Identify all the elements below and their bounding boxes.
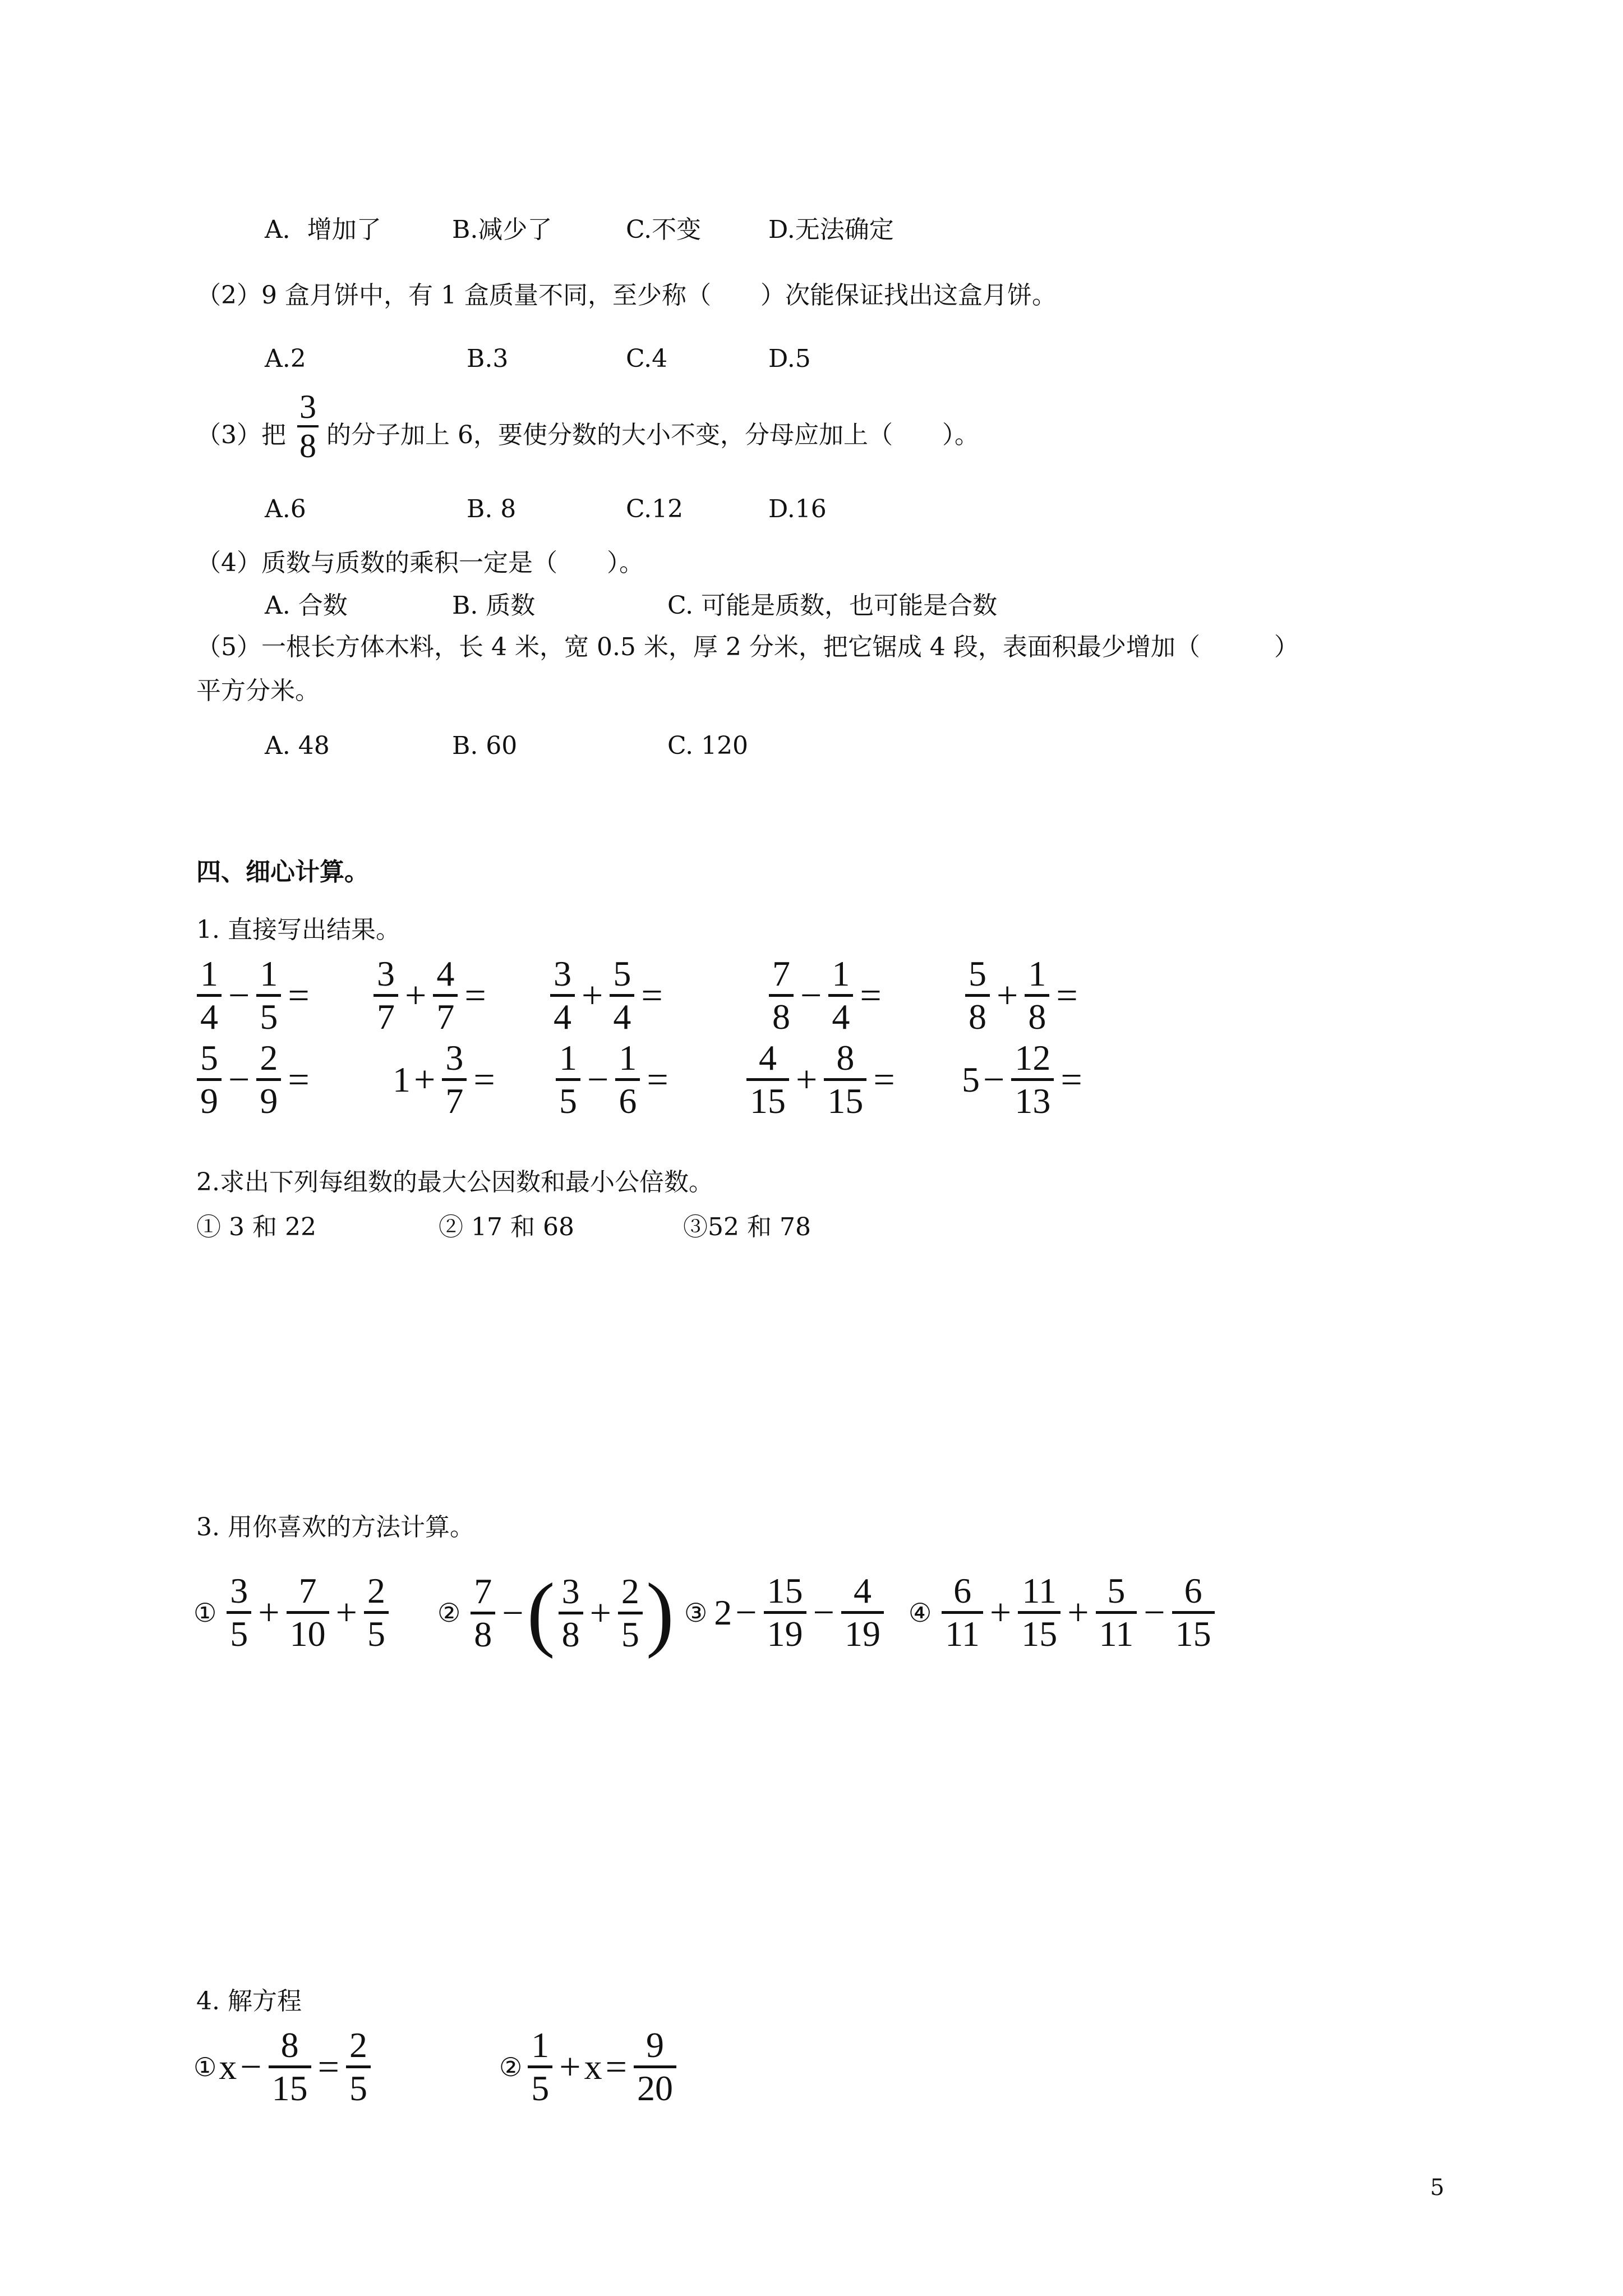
q2-text: （2）9 盒月饼中，有 1 盒质量不同，至少称（ ）次能保证找出这盒月饼。 [196, 281, 1057, 310]
calc-r1-1: $\frac{1}{4}$ − $\frac{1}{5}$ = [193, 954, 313, 1037]
calc-r1-2: $\frac{3}{7}$ + $\frac{4}{7}$ = [370, 954, 490, 1037]
q2-option-c: C.4 [626, 344, 668, 373]
q3-suffix: 的分子加上 6，要使分数的大小不变，分母应加上（ ）。 [326, 421, 979, 449]
q5-option-b: B. 60 [452, 731, 518, 760]
calc-r2-5: 5 − $\frac{12}{13}$ = [962, 1038, 1082, 1121]
q2-option-d: D.5 [768, 344, 811, 373]
q5-line2: 平方分米。 [196, 677, 320, 705]
section4-heading: 四、细心计算。 [196, 858, 369, 886]
q2-option-a: A.2 [265, 344, 306, 373]
q1-option-d: D.无法确定 [768, 215, 894, 244]
page-number: 5 [1430, 2175, 1445, 2201]
q3-fraction [297, 388, 319, 464]
expr-4: ④ $\frac{6}{11}$ + $\frac{11}{15}$ + $\frac{5}{11}$ − $\frac{6}{15}$ [909, 1571, 1218, 1654]
calc-r2-1: $\frac{5}{9}$ − $\frac{2}{9}$ = [193, 1038, 313, 1121]
q3-option-c: C.12 [626, 495, 684, 523]
calc-r2-3: $\frac{1}{5}$ − $\frac{1}{6}$ = [552, 1038, 672, 1121]
q3-frac-numerator: 3 [299, 388, 316, 425]
p1-label: 1. 直接写出结果。 [196, 915, 400, 944]
q4-option-c: C. 可能是质数，也可能是合数 [667, 591, 998, 620]
calc-r1-3: $\frac{3}{4}$ + $\frac{5}{4}$ = [547, 954, 666, 1037]
q3-option-a: A.6 [265, 495, 306, 523]
expr-1: ① $\frac{3}{5}$ + $\frac{7}{10}$ + $\frac{2}{5}$ [193, 1571, 392, 1654]
q2-option-b: B.3 [467, 344, 509, 373]
p2-item-2: ② 17 和 68 [439, 1213, 574, 1241]
calc-r2-2: 1 + $\frac{3}{7}$ = [393, 1038, 495, 1121]
q3-frac-denominator: 8 [297, 425, 319, 464]
q3-option-d: D.16 [768, 495, 827, 523]
p2-item-1: ① 3 和 22 [196, 1213, 316, 1241]
q4-text: （4）质数与质数的乘积一定是（ ）。 [196, 549, 644, 577]
calc-r1-5: $\frac{5}{8}$ + $\frac{1}{8}$ = [962, 954, 1081, 1037]
expr-2: ② $\frac{7}{8}$ − ( $\frac{3}{8}$ + $\frac{2}{5}$ ) [437, 1566, 674, 1659]
q3-option-b: B. 8 [467, 495, 517, 523]
equation-2: ② $\frac{1}{5}$ + x = $\frac{9}{20}$ [499, 2025, 680, 2109]
calc-r1-4: $\frac{7}{8}$ − $\frac{1}{4}$ = [766, 954, 885, 1037]
q1-option-b: B.减少了 [452, 215, 552, 244]
q4-option-b: B. 质数 [452, 591, 536, 620]
q5-option-c: C. 120 [667, 731, 749, 760]
calc-r2-4: $\frac{4}{15}$ + $\frac{8}{15}$ = [743, 1038, 898, 1121]
q1-option-a: A．增加了 [265, 215, 381, 244]
q4-option-a: A. 合数 [265, 591, 348, 620]
q3-prefix: （3）把 [196, 421, 286, 449]
p4-label: 4. 解方程 [196, 1987, 302, 2016]
p2-item-3: ③52 和 78 [683, 1213, 811, 1241]
p2-label: 2.求出下列每组数的最大公因数和最小公倍数。 [196, 1168, 713, 1197]
expr-3: ③ 2 − $\frac{15}{19}$ − $\frac{4}{19}$ [684, 1571, 887, 1654]
p3-label: 3. 用你喜欢的方法计算。 [196, 1513, 474, 1542]
q5-option-a: A. 48 [265, 731, 330, 760]
equation-1: ① x − $\frac{8}{15}$ = $\frac{2}{5}$ [193, 2025, 374, 2109]
q5-line1: （5）一根长方体木料，长 4 米，宽 0.5 米，厚 2 分米，把它锯成 4 段，表面积最少增加（ ） [196, 633, 1299, 661]
q1-option-c: C.不变 [626, 215, 702, 244]
